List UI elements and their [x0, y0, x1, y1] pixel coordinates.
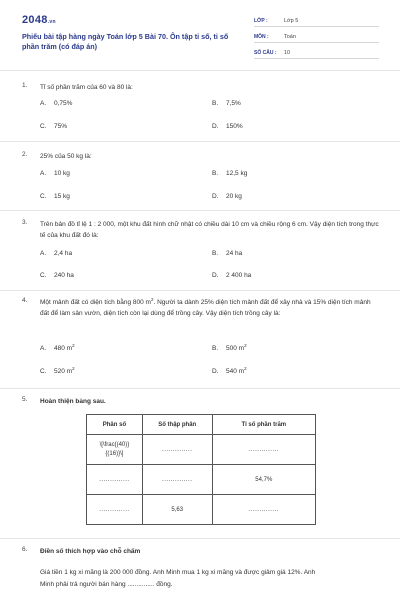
option-a[interactable]: A. 10 kg: [40, 170, 70, 177]
blank-cell[interactable]: ..............: [212, 495, 315, 525]
table-header: Tỉ số phần trăm: [212, 415, 315, 435]
table-cell: 54,7%: [212, 465, 315, 495]
option-b[interactable]: B. 12,5 kg: [212, 170, 248, 177]
question-2: [22, 151, 382, 203]
divider: [0, 210, 400, 211]
logo-text: 2048: [22, 14, 48, 26]
option-b[interactable]: B. 24 ha: [212, 250, 243, 257]
option-d[interactable]: D. 540 $m^2$: [212, 365, 247, 375]
logo-suffix: .vn: [47, 19, 56, 25]
meta-value: Toán: [284, 34, 296, 40]
meta-value: 10: [284, 50, 291, 56]
option-d[interactable]: D. 150%: [212, 123, 243, 130]
table-row: [87, 465, 316, 495]
option-a[interactable]: A. 0,75%: [40, 100, 73, 107]
blank-cell[interactable]: ..............: [142, 465, 212, 495]
question-text: Tỉ số phần trăm của 60 và 80 là:: [40, 84, 133, 91]
question-number: 5.: [22, 396, 28, 403]
worksheet-title: Phiếu bài tập hàng ngày Toán lớp 5 Bài 70. Ôn tập tỉ số, tỉ số phần trăm (có đáp án): [22, 32, 229, 51]
meta-value: Lớp 5: [284, 18, 299, 24]
table-header-row: [87, 415, 316, 435]
option-b[interactable]: B. 500 $m^2$: [212, 342, 247, 352]
question-1: [22, 82, 382, 134]
question-4: [22, 297, 382, 383]
option-d[interactable]: D. 2 400 ha: [212, 272, 252, 279]
table-row: [87, 495, 316, 525]
divider: [0, 141, 400, 142]
blank-cell[interactable]: ..............: [87, 465, 143, 495]
completion-table: [86, 414, 316, 525]
question-body-line: Giá tiền 1 kg xi măng là 200 000 đồng. Anh Minh mua 1 kg xi măng và được giảm giá 12%. Anh: [40, 569, 316, 576]
blank-cell[interactable]: ..............: [87, 495, 143, 525]
question-5: [22, 396, 382, 410]
divider: [0, 290, 400, 291]
question-text: Một mảnh đất có diện tích bằng 800 $m^2$. Người ta dành 25% diện tích mảnh đất để xây nhà và 15% diện tích mảnh đất để làm sân vườn, diện tích còn lại dùng để trồng cây. Vậy diện tích trồng cây là:: [40, 296, 371, 317]
meta-row-grade: [254, 14, 379, 27]
option-c[interactable]: C. 520 $m^2$: [40, 365, 75, 375]
blank-cell[interactable]: ..............: [142, 435, 212, 465]
worksheet-meta: [254, 14, 379, 62]
meta-row-subject: [254, 30, 379, 43]
option-d[interactable]: D. 20 kg: [212, 193, 242, 200]
option-a[interactable]: A. 2,4 ha: [40, 250, 73, 257]
question-number: 4.: [22, 297, 28, 304]
divider: [0, 538, 400, 539]
question-text: Hoàn thiện bảng sau.: [40, 398, 106, 405]
question-number: 3.: [22, 219, 28, 226]
table-header: Số thập phân: [142, 415, 212, 435]
question-body-line: Minh phải trả người bán hàng ............... đồng.: [40, 581, 173, 588]
table-row: [87, 435, 316, 465]
table-cell: 5,63: [142, 495, 212, 525]
table-header: Phân số: [87, 415, 143, 435]
site-logo[interactable]: [22, 14, 56, 26]
question-text: Trên bản đồ tỉ lệ 1 : 2 000, một khu đất hình chữ nhật có chiều dài 10 cm và chiều rộng 6 cm. Vậy diện tích trong thực tế của khu đất đó là:: [40, 221, 379, 239]
option-b[interactable]: B. 7,5%: [212, 100, 241, 107]
question-6: [22, 546, 382, 596]
question-number: 6.: [22, 546, 28, 553]
meta-label: MÔN :: [254, 34, 269, 40]
option-a[interactable]: A. 480 $m^2$: [40, 342, 75, 352]
question-text: Điền số thích hợp vào chỗ chấm: [40, 548, 141, 555]
divider: [0, 70, 400, 71]
question-number: 1.: [22, 82, 28, 89]
worksheet-header: [0, 0, 400, 68]
table-cell: \[\frac{(40)}{(16)}\]: [87, 435, 143, 465]
divider: [0, 388, 400, 389]
meta-label: LỚP :: [254, 18, 268, 24]
option-c[interactable]: C. 15 kg: [40, 193, 70, 200]
question-text: 25% của 50 kg là:: [40, 153, 92, 160]
meta-row-count: [254, 46, 379, 59]
meta-label: SỐ CÂU :: [254, 50, 277, 56]
option-c[interactable]: C. 240 ha: [40, 272, 74, 279]
question-number: 2.: [22, 151, 28, 158]
question-3: [22, 219, 382, 283]
option-c[interactable]: C. 75%: [40, 123, 68, 130]
blank-cell[interactable]: ..............: [212, 435, 315, 465]
